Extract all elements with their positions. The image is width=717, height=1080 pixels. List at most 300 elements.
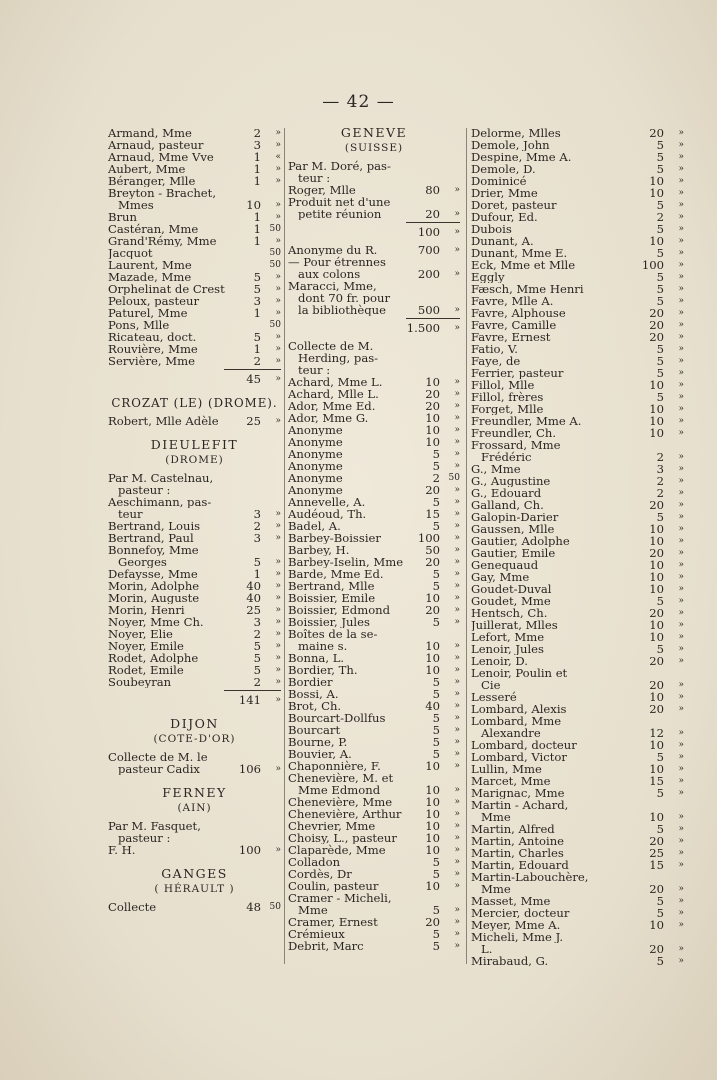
donor-cents: » [454, 521, 460, 531]
donor-row [471, 451, 684, 463]
column-divider [466, 128, 467, 964]
donor-row [471, 775, 684, 787]
donor-amount: 2 [656, 474, 664, 488]
section-heading: DIEULEFIT [150, 437, 239, 452]
donor-amount: 5 [656, 138, 664, 152]
donor-amount: 25 [246, 603, 261, 617]
donor-amount: 80 [425, 183, 440, 197]
donor-amount: 2 [656, 486, 664, 500]
donor-cents: » [275, 605, 281, 615]
donor-row [471, 283, 684, 295]
donor-row [108, 247, 281, 259]
collector-line: Par M. Castelnau, [108, 471, 214, 485]
donor-cents: » [678, 692, 684, 702]
donor-name: Martin - Achard, [471, 799, 569, 811]
donor-cents: 50 [448, 473, 460, 483]
donor-amount: 5 [656, 282, 664, 296]
donor-name: Doret, pasteur [471, 199, 557, 211]
donor-amount: 15 [425, 507, 440, 521]
donor-cents: » [454, 185, 460, 195]
donor-amount: 10 [425, 411, 440, 425]
donor-amount: 3 [656, 462, 664, 476]
donor-name: G., Edouard [471, 487, 542, 499]
donor-name: Boissier, Edmond [288, 604, 391, 616]
donor-name: Morin, Adolphe [108, 580, 200, 592]
donor-amount: 5 [432, 723, 440, 737]
donor-amount: 1 [253, 567, 261, 581]
donor-name: Lenoir, D. [471, 655, 528, 667]
donor-name: G., Augustine [471, 475, 551, 487]
donor-name: Goudet-Duval [471, 583, 552, 595]
donor-name: Goudet, Mme [471, 595, 551, 607]
donor-name: Meyer, Mme A. [471, 919, 561, 931]
donor-cents: » [454, 761, 460, 771]
donor-cents: » [678, 236, 684, 246]
subtotal-amount: 141 [238, 693, 261, 707]
column-middle [288, 127, 460, 952]
donor-row [471, 583, 684, 595]
donor-name: Anonyme [288, 424, 343, 436]
donor-row [288, 940, 460, 952]
donor-name: Badel, A. [288, 520, 341, 532]
donor-name: Ferrier, pasteur [471, 367, 564, 379]
donor-amount: 10 [649, 918, 664, 932]
donor-amount: 10 [425, 795, 440, 809]
donor-amount: 20 [425, 915, 440, 929]
donor-name: Bourne, P. [288, 736, 348, 748]
donor-name: Bourcart-Dollfus [288, 712, 386, 724]
donor-cents: » [454, 929, 460, 939]
donor-amount: 5 [253, 651, 261, 665]
donor-cents: » [454, 485, 460, 495]
donor-cents: » [454, 437, 460, 447]
donor-amount: 48 [246, 900, 261, 914]
donor-amount: 1 [253, 162, 261, 176]
donor-row [471, 919, 684, 931]
donor-cents: » [454, 857, 460, 867]
donor-cents: 50 [269, 224, 281, 234]
donor-name: F. H. [108, 844, 136, 856]
donor-cents: » [454, 545, 460, 555]
donor-name: Mirabaud, G. [471, 955, 549, 967]
donor-name: Favre, Camille [471, 319, 557, 331]
donor-name: Pons, Mlle [108, 319, 170, 331]
donor-name: Juillerat, Mlles [471, 619, 558, 631]
donor-amount: 10 [649, 234, 664, 248]
donor-row [471, 127, 684, 139]
donor-cents: » [678, 896, 684, 906]
donor-amount: 25 [649, 846, 664, 860]
donor-amount: 3 [253, 531, 261, 545]
donor-row [471, 631, 684, 643]
donor-name: Dunant, A. [471, 235, 534, 247]
donor-cents: » [454, 581, 460, 591]
donor-amount: 10 [425, 639, 440, 653]
donor-amount: 5 [432, 615, 440, 629]
donor-name: Chaponnière, F. [288, 760, 381, 772]
collector-line: pasteur : [118, 483, 171, 497]
section-heading: GENEVE [340, 125, 408, 140]
donor-cents: » [454, 209, 460, 219]
donor-cents: » [678, 320, 684, 330]
donor-cents: » [678, 620, 684, 630]
donor-amount: 10 [649, 582, 664, 596]
donor-amount: 5 [656, 342, 664, 356]
donor-cents: » [678, 152, 684, 162]
donor-name: Faye, de [471, 355, 521, 367]
donor-amount: 20 [649, 678, 664, 692]
donor-name: Lombard, Mme [471, 715, 562, 727]
donor-cents: » [678, 452, 684, 462]
donor-name: Bouvier, A. [288, 748, 352, 760]
donor-amount: 5 [432, 867, 440, 881]
donor-amount: 1 [253, 210, 261, 224]
donor-amount: 5 [432, 579, 440, 593]
donor-name: Anonyme [288, 472, 343, 484]
donor-cents: » [275, 764, 281, 774]
donor-name: Grand'Rémy, Mme [108, 235, 217, 247]
donor-name: Lesseré [471, 691, 517, 703]
donor-cents: » [454, 533, 460, 543]
donor-amount: 10 [649, 174, 664, 188]
donor-cents: » [454, 497, 460, 507]
donor-name: Galland, Ch. [471, 499, 544, 511]
donor-name: Achard, Mlle L. [288, 388, 379, 400]
donor-amount: 5 [656, 750, 664, 764]
donor-name: Favre, Mlle A. [471, 295, 554, 307]
donor-cents: » [678, 536, 684, 546]
donor-cents: » [454, 941, 460, 951]
donor-amount: 20 [425, 603, 440, 617]
donor-name: Lefort, Mme [471, 631, 545, 643]
donor-amount: 10 [649, 618, 664, 632]
donor-name: maine s. [298, 640, 348, 652]
donor-name: Anonyme [288, 448, 343, 460]
donor-name: Martin, Charles [471, 847, 564, 859]
donor-amount: 10 [649, 810, 664, 824]
donor-row [108, 235, 281, 247]
donor-amount: 10 [649, 630, 664, 644]
donor-row [108, 175, 281, 187]
donor-cents: » [454, 401, 460, 411]
collector-line: Par M. Fasquet, [108, 819, 201, 833]
donor-name: Defaysse, Mme [108, 568, 198, 580]
donor-amount: 5 [656, 270, 664, 284]
donor-cents: » [275, 641, 281, 651]
donor-name: Barbey-Boissier [288, 532, 381, 544]
donor-cents: » [275, 272, 281, 282]
donor-cents: » [454, 413, 460, 423]
donor-name: Frédéric [481, 451, 532, 463]
donor-amount: 100 [417, 531, 440, 545]
donor-cents: » [275, 593, 281, 603]
donor-cents: » [454, 797, 460, 807]
donor-cents: » [454, 833, 460, 843]
section-subheading: (DROME) [165, 454, 224, 466]
donor-name: Boissier, Jules [288, 616, 370, 628]
donor-name: Bertrand, Louis [108, 520, 201, 532]
collector-line: Collecte de M. [288, 339, 374, 353]
donor-name: Dubois [471, 223, 512, 235]
donor-amount: 10 [425, 651, 440, 665]
donor-name: Gautier, Adolphe [471, 535, 570, 547]
column-left [108, 127, 281, 913]
sum-rule [224, 369, 281, 370]
donor-name: Marignac, Mme [471, 787, 565, 799]
donor-cents: » [454, 677, 460, 687]
donor-cents: » [454, 377, 460, 387]
donor-amount: 10 [425, 831, 440, 845]
donor-amount: 5 [656, 198, 664, 212]
donor-cents: » [454, 449, 460, 459]
donor-name: Achard, Mme L. [288, 376, 383, 388]
donor-cents: » [678, 740, 684, 750]
donor-cents: » [275, 164, 281, 174]
donor-name: Aeschimann, pas- [108, 496, 212, 508]
donor-name: Armand, Mme [108, 127, 192, 139]
donor-cents: » [275, 356, 281, 366]
donor-cents: » [678, 728, 684, 738]
donor-name: pasteur Cadix [118, 763, 200, 775]
subtotal-amount: 45 [246, 372, 261, 386]
donor-amount: 50 [425, 543, 440, 557]
donor-amount: 10 [649, 522, 664, 536]
donor-amount: 5 [656, 954, 664, 968]
donor-amount: 40 [425, 699, 440, 713]
donor-name: petite réunion [298, 208, 382, 220]
collector-line: Par M. Doré, pas- [288, 159, 391, 173]
donor-amount: 10 [425, 819, 440, 833]
donor-amount: 10 [425, 423, 440, 437]
donor-amount: 3 [253, 507, 261, 521]
donor-name: Rodet, Adolphe [108, 652, 199, 664]
donor-name: Mmes [118, 199, 154, 211]
donor-row [288, 184, 460, 196]
donor-name: Anonyme [288, 460, 343, 472]
donor-name: Freundler, Mme A. [471, 415, 582, 427]
donor-amount: 20 [649, 330, 664, 344]
donor-row [288, 244, 460, 256]
donor-amount: 5 [432, 459, 440, 473]
donor-name: Servière, Mme [108, 355, 195, 367]
donor-row [471, 211, 684, 223]
donor-amount: 5 [432, 447, 440, 461]
donor-cents: » [275, 533, 281, 543]
section-subheading: ( HÉRAULT ) [154, 883, 235, 895]
donor-name: Demole, D. [471, 163, 536, 175]
donor-name: Fillol, frères [471, 391, 544, 403]
donor-amount: 5 [432, 711, 440, 725]
donor-row [108, 844, 281, 856]
donor-name: Dufour, Ed. [471, 211, 538, 223]
donor-name: Mme [481, 883, 511, 895]
donor-amount: 20 [425, 387, 440, 401]
donor-cents: » [678, 356, 684, 366]
donor-cents: » [678, 944, 684, 954]
donor-name: Lombard, Alexis [471, 703, 567, 715]
donor-name: Chevrier, Mme [288, 820, 376, 832]
donor-name: Bertrand, Paul [108, 532, 194, 544]
donor-cents: » [275, 140, 281, 150]
donor-name: Brot, Ch. [288, 700, 342, 712]
donor-name: Audéoud, Th. [288, 508, 367, 520]
donor-name: Peloux, pasteur [108, 295, 200, 307]
subtotal-cents: » [275, 695, 281, 705]
donor-cents: » [454, 305, 460, 315]
donor-cents: » [678, 392, 684, 402]
donor-cents: » [454, 653, 460, 663]
donor-amount: 5 [656, 786, 664, 800]
donor-name: Chenevière, Arthur [288, 808, 402, 820]
donor-cents: » [454, 749, 460, 759]
donor-cents: » [678, 956, 684, 966]
donor-cents: » [678, 260, 684, 270]
donor-cents: » [678, 512, 684, 522]
donor-cents: » [454, 905, 460, 915]
donor-amount: 1 [253, 234, 261, 248]
donor-name: Boissier, Emile [288, 592, 376, 604]
donor-amount: 2 [253, 126, 261, 140]
donor-amount: 2 [432, 471, 440, 485]
donor-row [471, 859, 684, 871]
donor-amount: 1 [253, 306, 261, 320]
donor-amount: 5 [656, 246, 664, 260]
donor-name: Barbey, H. [288, 544, 350, 556]
donor-amount: 10 [425, 663, 440, 677]
donor-name: Colladon [288, 856, 341, 868]
donor-name: Coulin, pasteur [288, 880, 379, 892]
donor-cents: » [678, 548, 684, 558]
donor-name: Freundler, Ch. [471, 427, 557, 439]
donor-cents: » [275, 617, 281, 627]
donor-name: Hentsch, Ch. [471, 607, 548, 619]
donor-cents: » [678, 164, 684, 174]
section-subheading: (SUISSE) [344, 142, 404, 154]
donor-cents: » [275, 176, 281, 186]
donor-row [108, 676, 281, 688]
subtotal-amount: 100 [417, 225, 440, 239]
donor-name: Bordier, Th. [288, 664, 358, 676]
donor-name: Lenoir, Jules [471, 643, 544, 655]
donor-cents: » [275, 416, 281, 426]
donor-amount: 10 [649, 186, 664, 200]
donor-name: G., Mme [471, 463, 521, 475]
donor-amount: 10 [425, 435, 440, 449]
donor-name: Gay, Mme [471, 571, 530, 583]
donor-amount: 40 [246, 591, 261, 605]
sum-rule [406, 318, 460, 319]
donor-cents: » [678, 428, 684, 438]
donor-cents: » [678, 524, 684, 534]
donor-list [108, 127, 281, 367]
section-subheading: (AIN) [177, 802, 212, 814]
donor-amount: 10 [649, 402, 664, 416]
donor-row [471, 499, 684, 511]
donor-name: Delorme, Mlles [471, 127, 561, 139]
collector-line: teur : [298, 363, 331, 377]
donor-name: Bordier [288, 676, 333, 688]
donor-cents: » [678, 140, 684, 150]
donor-name: Fillol, Mlle [471, 379, 535, 391]
donor-amount: 2 [253, 675, 261, 689]
donor-amount: 10 [425, 879, 440, 893]
donor-cents: » [678, 488, 684, 498]
donor-list [288, 184, 460, 220]
donor-cents: « [275, 152, 281, 162]
donor-cents: » [275, 653, 281, 663]
donor-name: Arnaud, pasteur [108, 139, 204, 151]
donor-name: Collecte [108, 901, 157, 913]
donor-name: Mme [298, 904, 328, 916]
donor-amount: 25 [246, 414, 261, 428]
donor-amount: 5 [432, 567, 440, 581]
donor-cents: » [454, 689, 460, 699]
donor-amount: 10 [649, 378, 664, 392]
donor-cents: » [678, 476, 684, 486]
donor-cents: » [678, 908, 684, 918]
donor-cents: » [454, 809, 460, 819]
donor-cents: » [454, 869, 460, 879]
donor-name: Bossi, A. [288, 688, 339, 700]
donor-name: Ricateau, doct. [108, 331, 197, 343]
donor-amount: 10 [425, 783, 440, 797]
donor-amount: 10 [425, 843, 440, 857]
donor-amount: 10 [649, 534, 664, 548]
donor-amount: 1 [253, 174, 261, 188]
donor-cents: » [678, 224, 684, 234]
donor-name: Brun [108, 211, 137, 223]
donor-row [108, 532, 281, 544]
donor-name: Anonyme [288, 484, 343, 496]
donor-cents: » [275, 308, 281, 318]
donor-row [288, 268, 460, 280]
donor-name: Morin, Henri [108, 604, 185, 616]
donor-amount: 15 [649, 858, 664, 872]
subtotal-amount: 1.500 [406, 321, 440, 335]
donor-cents: » [678, 608, 684, 618]
donor-amount: 20 [649, 702, 664, 716]
donor-row [471, 199, 684, 211]
donor-row [471, 235, 684, 247]
donor-amount: 5 [432, 495, 440, 509]
donor-cents: » [454, 737, 460, 747]
donor-amount: 20 [649, 606, 664, 620]
page-number: — 42 — [322, 92, 395, 112]
donor-amount: 5 [656, 390, 664, 404]
donor-amount: 5 [656, 510, 664, 524]
donor-amount: 20 [425, 555, 440, 569]
donor-amount: 5 [656, 642, 664, 656]
donor-amount: 5 [656, 894, 664, 908]
donor-amount: 10 [425, 591, 440, 605]
donor-name: Frossard, Mme [471, 439, 561, 451]
donor-cents: » [678, 560, 684, 570]
donor-name: Ador, Mme Ed. [288, 400, 376, 412]
donor-name: Cie [481, 679, 501, 691]
donor-amount: 3 [253, 138, 261, 152]
donor-cents: » [678, 176, 684, 186]
donor-cents: » [275, 200, 281, 210]
donor-amount: 5 [253, 663, 261, 677]
donor-row [288, 208, 460, 220]
donor-amount: 700 [417, 243, 440, 257]
section-heading: CROZAT (LE) (DROME). [111, 396, 278, 410]
donor-name: Anonyme [288, 436, 343, 448]
donor-name: Barde, Mme Ed. [288, 568, 384, 580]
donor-cents: » [678, 332, 684, 342]
donor-name: Mercier, docteur [471, 907, 570, 919]
donor-amount: 5 [253, 270, 261, 284]
